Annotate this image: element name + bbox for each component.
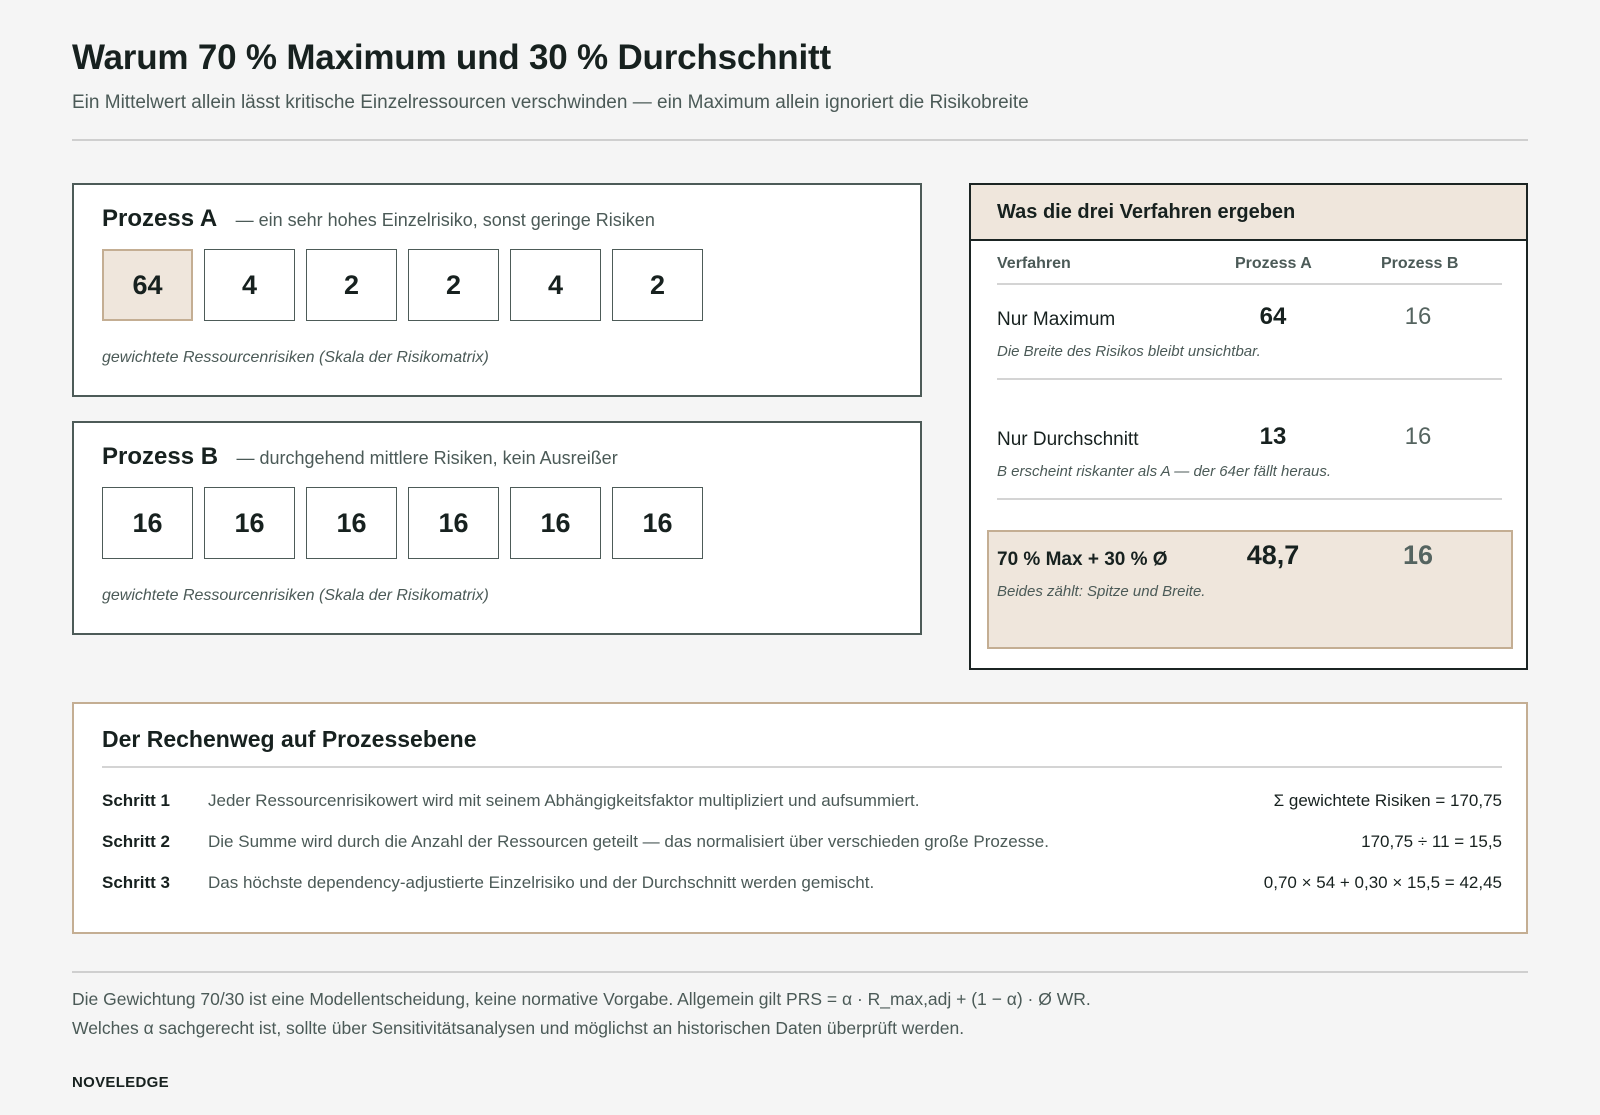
process-b-description: — durchgehend mittlere Risiken, kein Ausreißer — [236, 448, 618, 468]
comparison-header-row — [997, 255, 1502, 285]
comparison-title: Was die drei Verfahren ergeben — [971, 185, 1526, 241]
step-formula: Σ gewichtete Risiken = 170,75 — [1273, 791, 1502, 810]
process-a-description: — ein sehr hohes Einzelrisiko, sonst geringe Risiken — [235, 210, 655, 230]
step-formula: 0,70 × 54 + 0,30 × 15,5 = 42,45 — [1263, 873, 1502, 892]
step-row — [102, 873, 1502, 897]
process-b-panel — [72, 421, 922, 635]
divider — [72, 139, 1528, 141]
risk-cell: 4 — [510, 249, 601, 321]
method-note: Die Breite des Risikos bleibt unsichtbar. — [997, 343, 1261, 360]
step-text: Die Summe wird durch die Anzahl der Ressourcen geteilt — das normalisiert über verschieden große Prozesse. — [208, 832, 1049, 851]
method-note: B erscheint riskanter als A — der 64er fällt heraus. — [997, 463, 1332, 480]
process-b-name: Prozess B — [102, 443, 219, 470]
footnote-line-2: Welches α sachgerecht ist, sollte über Sensitivitätsanalysen und möglichst an historischen Daten überprüft werden. — [72, 1018, 965, 1038]
process-a-name: Prozess A — [102, 205, 218, 232]
process-b-result: 16 — [1402, 540, 1434, 570]
process-a-result: 64 — [1259, 303, 1287, 330]
step-formula: 170,75 ÷ 11 = 15,5 — [1361, 832, 1502, 851]
method-label: Nur Maximum — [997, 309, 1116, 330]
footnote-line-1: Die Gewichtung 70/30 ist eine Modellentscheidung, keine normative Vorgabe. Allgemein gilt PRS = α · R_max,adj + (1 − α) · Ø WR. — [72, 989, 1091, 1009]
risk-cell: 16 — [612, 487, 703, 559]
divider — [102, 766, 1502, 768]
process-b-caption: gewichtete Ressourcenrisiken (Skala der Risikomatrix) — [102, 587, 489, 604]
process-a-result: 13 — [1259, 423, 1287, 450]
step-label: Schritt 1 — [102, 791, 171, 810]
process-b-result: 16 — [1404, 303, 1432, 330]
risk-cell: 16 — [408, 487, 499, 559]
page-subtitle: Ein Mittelwert allein lässt kritische Einzelressourcen verschwinden — ein Maximum allein ignoriert die Risikobreite — [72, 92, 1029, 113]
risk-cell: 16 — [204, 487, 295, 559]
page-title: Warum 70 % Maximum und 30 % Durchschnitt — [72, 38, 831, 77]
risk-cell: 2 — [408, 249, 499, 321]
step-label: Schritt 2 — [102, 832, 171, 851]
method-note: Beides zählt: Spitze und Breite. — [997, 583, 1206, 600]
method-label: Nur Durchschnitt — [997, 429, 1139, 450]
risk-cell: 4 — [204, 249, 295, 321]
row-divider — [997, 378, 1502, 380]
row-divider — [997, 498, 1502, 500]
steps-title: Der Rechenweg auf Prozessebene — [102, 726, 477, 752]
column-method: Verfahren — [997, 255, 1071, 272]
column-process-b: Prozess B — [1381, 255, 1459, 272]
risk-cell: 16 — [306, 487, 397, 559]
step-row — [102, 791, 1502, 815]
process-a-caption: gewichtete Ressourcenrisiken (Skala der Risikomatrix) — [102, 349, 489, 366]
calculation-steps — [72, 702, 1528, 934]
risk-cell: 16 — [102, 487, 193, 559]
comparison-table — [969, 183, 1528, 670]
process-b-values — [102, 487, 714, 559]
risk-cell: 2 — [306, 249, 397, 321]
process-a-values — [102, 249, 714, 321]
process-a-panel — [72, 183, 922, 397]
risk-cell: 16 — [510, 487, 601, 559]
step-text: Das höchste dependency-adjustierte Einzelrisiko und der Durchschnitt werden gemischt. — [208, 873, 875, 892]
process-a-result: 48,7 — [1246, 540, 1300, 570]
risk-cell: 2 — [612, 249, 703, 321]
column-process-a: Prozess A — [1235, 255, 1312, 272]
process-b-result: 16 — [1404, 423, 1432, 450]
brand-logo: NOVELEDGE — [72, 1074, 169, 1091]
risk-cell-max: 64 — [102, 249, 193, 321]
step-text: Jeder Ressourcenrisikowert wird mit seinem Abhängigkeitsfaktor multipliziert und aufsummiert. — [208, 791, 920, 810]
divider — [72, 971, 1528, 973]
method-label: 70 % Max + 30 % Ø — [997, 549, 1168, 570]
step-label: Schritt 3 — [102, 873, 171, 892]
step-row — [102, 832, 1502, 856]
